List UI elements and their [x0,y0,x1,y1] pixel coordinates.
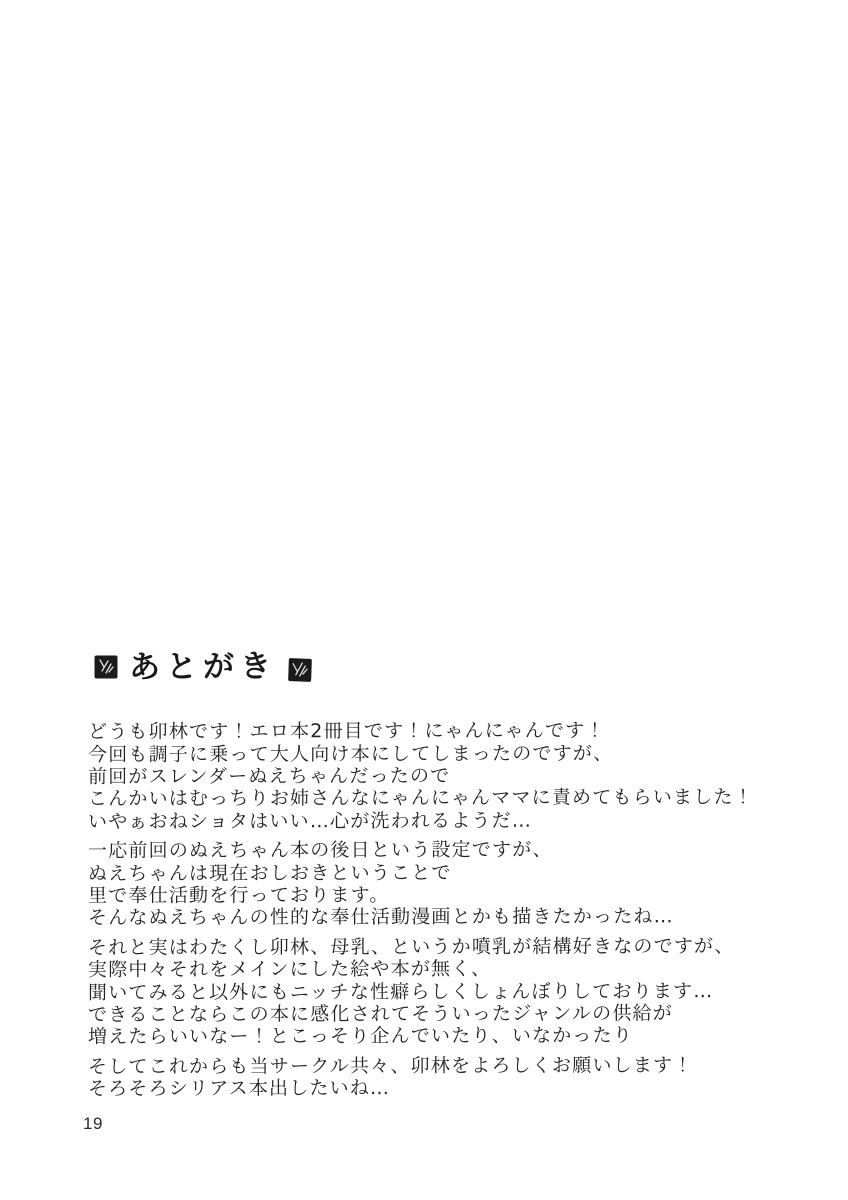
afterword-line: 前回がスレンダーぬえちゃんだったので [87,764,451,788]
afterword-line: できることならこの本に感化されてそういったジャンルの供給が [87,1002,673,1026]
afterword-line: 増えたらいいなー！とこっそり企んでいたり、いなかったり [87,1024,634,1049]
afterword-paragraph-2 [88,839,768,929]
seal-stamp-icon [288,658,313,683]
afterword-section [88,650,768,1107]
afterword-line: いやぁおねショタはいい…心が洗われるようだ… [87,809,533,833]
afterword-line: 聞いてみると以外にもニッチな性癖らしくしょんぼりしております… [87,979,714,1004]
afterword-line: そしてこれからも当サークル共々、卯林をよろしくお願いします！ [87,1054,694,1078]
afterword-line: 今回も調子に乗って大人向け本にしてしまったのですが、 [87,742,614,766]
afterword-paragraph-3 [88,936,768,1048]
afterword-line: どうも卯林です！エロ本2冊目です！にゃんにゃんです！ [87,719,606,743]
afterword-paragraph-1 [88,720,768,832]
seal-stamp-icon [94,655,118,679]
afterword-line: ぬえちゃんは現在おしおきということで [87,861,452,885]
afterword-line: 一応前回のぬえちゃん本の後日という設定ですが、 [87,838,553,863]
afterword-paragraph-4 [88,1055,768,1100]
page-number: 19 [83,1114,103,1133]
afterword-line: そろそろシリアス本出したいね… [87,1077,391,1101]
afterword-line: こんかいはむっちりお姉さんなにゃんにゃんママに責めてもらいました！ [87,786,754,811]
afterword-line: それと実はわたくし卯林、母乳、というか噴乳が結構好きなのですが、 [87,934,735,959]
afterword-line: そんなぬえちゃんの性的な奉仕活動漫画とかも描きたかったね… [87,905,674,930]
afterword-line: 実際中々それをメインにした絵や本が無く、 [87,957,492,982]
afterword-title-row [88,650,768,684]
page-title: あとがき [128,648,278,686]
afterword-line: 里で奉仕活動を行っております。 [87,884,390,907]
